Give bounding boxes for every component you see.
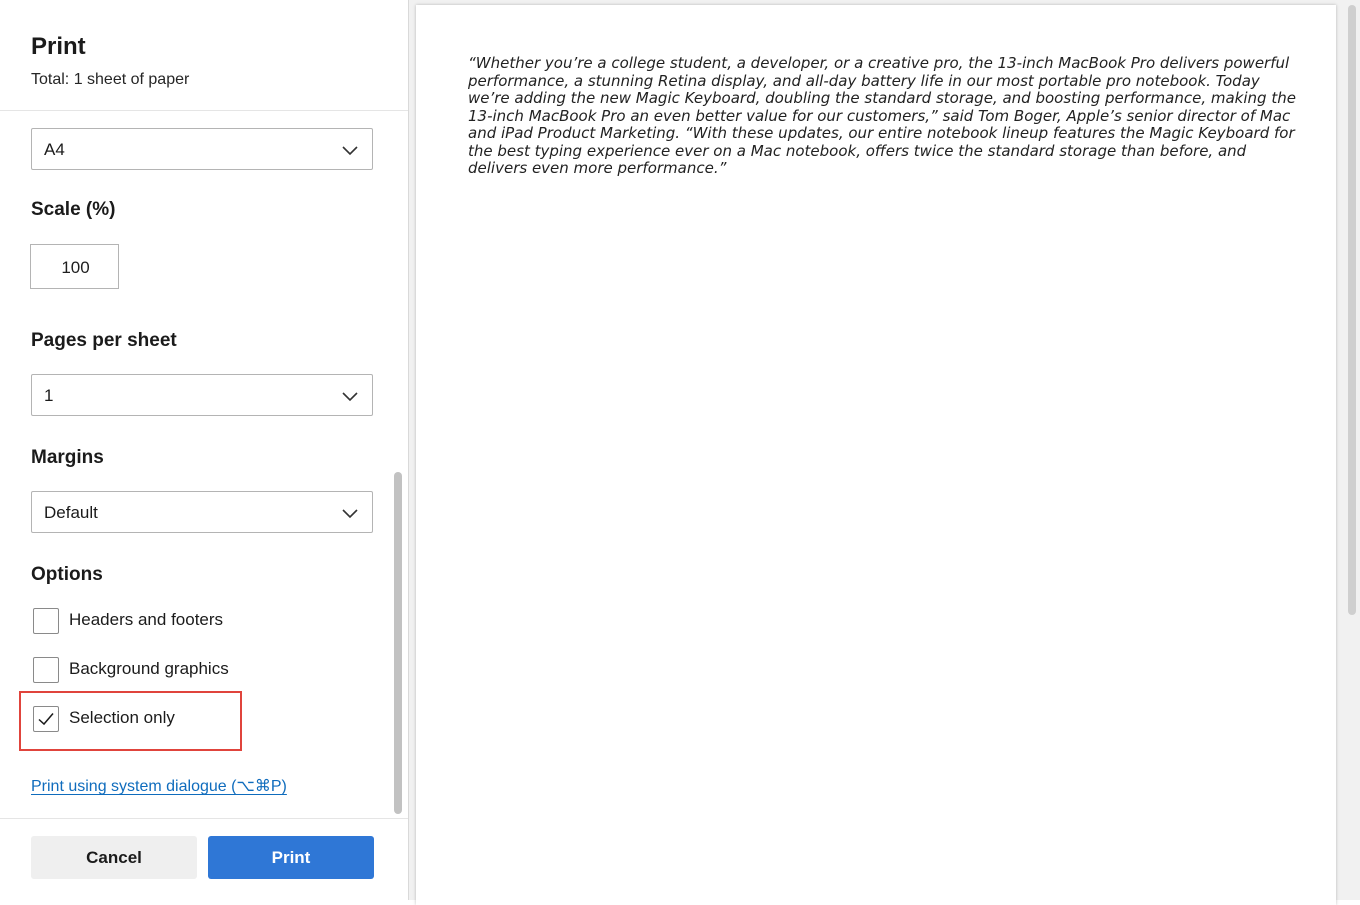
background-graphics-checkbox[interactable] [33, 657, 59, 683]
headers-footers-checkbox[interactable] [33, 608, 59, 634]
pages-per-sheet-label: Pages per sheet [31, 330, 177, 351]
preview-page [416, 5, 1336, 905]
print-button[interactable]: Print [208, 836, 374, 879]
panel-header [0, 0, 408, 111]
margins-label: Margins [31, 447, 104, 468]
scale-value: 100 [61, 258, 90, 277]
cancel-button[interactable]: Cancel [31, 836, 197, 879]
settings-scrollbar-thumb[interactable] [394, 472, 402, 814]
system-dialog-link[interactable]: Print using system dialogue (⌥⌘P) [31, 778, 287, 795]
background-graphics-label: Background graphics [69, 659, 229, 678]
pages-per-sheet-select[interactable] [31, 374, 373, 416]
margins-select[interactable] [31, 491, 373, 533]
paper-size-select[interactable] [31, 128, 373, 170]
chevron-down-icon [340, 140, 360, 160]
options-label: Options [31, 564, 103, 585]
preview-text: “Whether you’re a college student, a developer, or a creative pro, the 13-inch MacBook Pro delivers powerful performance, a stunning Retina display, and all-day battery life in our most portable pro notebook. Today we’re adding the new Magic Keyboard, doubling the standard storage, and boosting performance, making the 13-inch MacBook Pro an even better value for our customers,” said Tom Boger, Apple’s senior director of Mac and iPad Product Marketing. “With these updates, our entire notebook lineup features the Magic Keyboard for the best typing experience ever on a Mac notebook, offers twice the standard storage than before, and delivers even more performance.” [468, 54, 1296, 177]
margins-value: Default [44, 503, 98, 522]
scale-label: Scale (%) [31, 199, 116, 220]
chevron-down-icon [340, 386, 360, 406]
dialog-title: Print [31, 33, 86, 60]
pages-per-sheet-value: 1 [44, 386, 54, 405]
selection-only-label: Selection only [69, 708, 175, 727]
sheet-count: Total: 1 sheet of paper [31, 71, 190, 88]
preview-scrollbar-thumb[interactable] [1348, 5, 1356, 615]
chevron-down-icon [340, 503, 360, 523]
highlight-box [19, 691, 242, 751]
paper-size-value: A4 [44, 140, 65, 159]
headers-footers-label: Headers and footers [69, 610, 224, 629]
scale-input[interactable] [30, 244, 119, 289]
